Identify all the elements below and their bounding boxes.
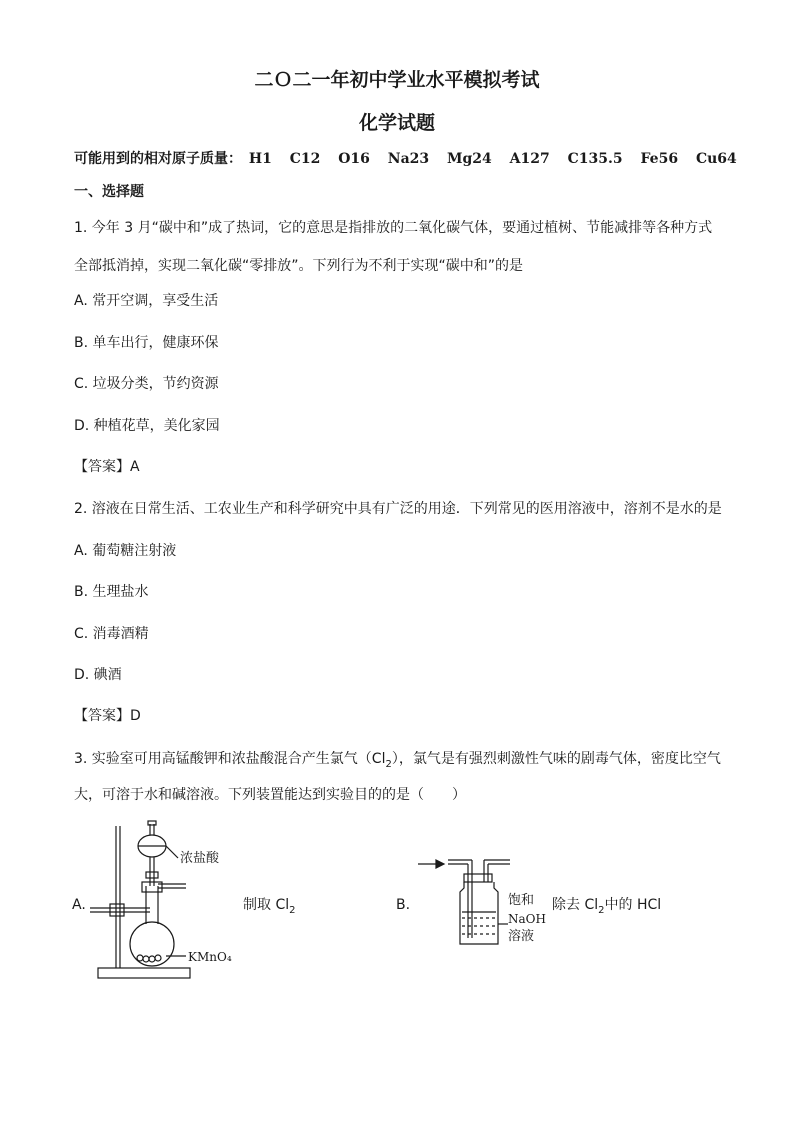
figure-a-letter: A. <box>72 897 86 913</box>
subscript: 2 <box>289 904 296 916</box>
atomic-mass-item: H1 <box>248 151 272 167</box>
answer-value: D <box>130 708 141 724</box>
figure-b-solution-label-2: NaOH <box>508 912 546 926</box>
section-title: 一、选择题 <box>74 184 144 200</box>
question-1-option-b: B. 单车出行，健康环保 <box>74 335 219 351</box>
question-1-stem-line2: 全部抵消掉，实现二氧化碳“零排放”。下列行为不利于实现“碳中和”的是 <box>74 258 524 274</box>
stand-base <box>98 968 190 978</box>
question-2-option-a: A. 葡萄糖注射液 <box>74 543 177 559</box>
figure-b-letter: B. <box>396 897 411 913</box>
figure-a-acid-label: 浓盐酸 <box>180 851 220 866</box>
subject-title: 化学试题 <box>358 112 435 134</box>
answer-label: 【答案】 <box>74 459 130 475</box>
question-2-option-c: C. 消毒酒精 <box>74 626 149 642</box>
answer-label: 【答案】 <box>74 708 130 724</box>
figure-b-solution-label-3: 溶液 <box>508 929 535 944</box>
round-bottom-flask <box>130 922 174 966</box>
subscript: 2 <box>385 758 392 770</box>
stem-text: 3. 实验室可用高锰酸钾和浓盐酸混合产生氯气（Cl <box>74 751 386 767</box>
atomic-masses-label: 可能用到的相对原子质量： <box>74 151 242 167</box>
question-1-answer <box>74 458 140 476</box>
question-2-answer <box>74 707 141 725</box>
atomic-mass-item: O16 <box>338 151 370 167</box>
atomic-mass-item: A127 <box>509 151 550 167</box>
caption-text: 中的 HCl <box>604 897 662 913</box>
question-2-option-d: D. 碘酒 <box>74 667 122 683</box>
exam-title: 二Ｏ二一年初中学业水平模拟考试 <box>254 69 540 91</box>
question-3-stem-line1 <box>74 750 721 774</box>
question-1-option-a: A. 常开空调，享受生活 <box>74 293 219 309</box>
atomic-mass-item: C12 <box>289 151 321 167</box>
atomic-mass-item: Cu64 <box>695 151 737 167</box>
question-2-stem: 2. 溶液在日常生活、工农业生产和科学研究中具有广泛的用途．下列常见的医用溶液中，溶剂不是水的是 <box>74 501 722 517</box>
atomic-mass-item: Fe56 <box>640 151 679 167</box>
question-3-stem-line2: 大，可溶于水和碱溶液。下列装置能达到实验目的的是（ ） <box>74 787 466 803</box>
caption-text: 制取 Cl <box>243 897 290 913</box>
question-1-stem-line1: 1. 今年 3 月“碳中和”成了热词，它的意思是指排放的二氧化碳气体，要通过植树、节能减排等各种方式 <box>74 220 713 236</box>
answer-value: A <box>130 459 140 475</box>
figure-a-solid-label: KMnO₄ <box>188 950 232 964</box>
atomic-mass-item: Na23 <box>387 151 430 167</box>
figure-b-solution-label-1: 饱和 <box>508 893 535 908</box>
stem-text: ），氯气是有强烈刺激性气味的剧毒气体，密度比空气 <box>391 751 721 767</box>
atomic-mass-item: Mg24 <box>447 151 492 167</box>
question-2-option-b: B. 生理盐水 <box>74 584 149 600</box>
figure-a-caption <box>243 896 296 920</box>
bottle <box>460 882 498 944</box>
figure-b-caption <box>552 896 661 920</box>
question-1-option-c: C. 垃圾分类，节约资源 <box>74 376 219 392</box>
atomic-masses-line <box>74 150 750 168</box>
subscript: 2 <box>598 904 605 916</box>
caption-text: 除去 Cl <box>552 897 599 913</box>
atomic-mass-item: C135.5 <box>567 151 623 167</box>
question-1-option-d: D. 种植花草，美化家园 <box>74 418 220 434</box>
